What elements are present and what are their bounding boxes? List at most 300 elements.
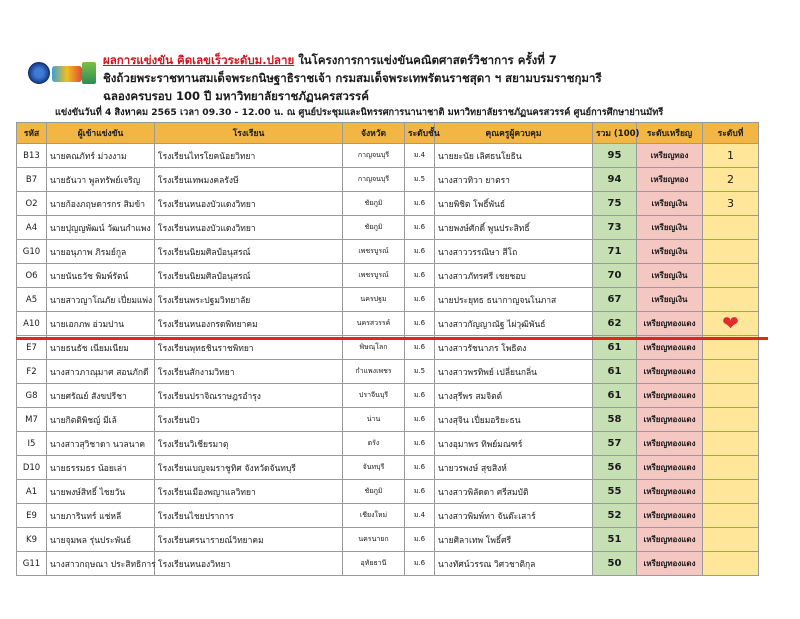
cell-teacher [435,216,593,240]
cell-name [47,192,155,216]
cell-rank-text: 2 [727,173,734,186]
cell-award [637,144,703,168]
cell-award [637,456,703,480]
cell-award-text: เหรียญทองแดง [643,391,696,400]
cell-school [155,288,343,312]
cell-school-text: โรงเรียนวิเชียรมาตุ [158,439,229,450]
cell-award-text: เหรียญทอง [650,151,689,160]
cell-name [47,168,155,192]
cell-school [155,528,343,552]
cell-score-text: 61 [607,342,622,353]
cell-score [593,192,637,216]
cell-school-text: โรงเรียนศรนารายณ์วิทยาคม [158,535,264,546]
column-header-name: ผู้เข้าแข่งขัน [47,123,155,144]
cell-name [47,216,155,240]
table-row [17,360,759,384]
cell-score [593,480,637,504]
table-row [17,384,759,408]
cell-name [47,528,155,552]
cell-score [593,240,637,264]
cell-score [593,168,637,192]
cell-province-text: กำแพงเพชร [355,367,392,375]
cell-school [155,408,343,432]
cell-school [155,456,343,480]
cell-province-text: ตรัง [367,439,380,447]
cell-name [47,432,155,456]
cell-code [17,408,47,432]
cell-level [405,360,435,384]
cell-code-text: O6 [25,270,38,281]
cell-teacher [435,312,593,336]
cell-score-text: 61 [607,366,622,377]
cell-rank [703,216,759,240]
cell-award [637,240,703,264]
column-header-teacher: คุณครูผู้ควบคุม [435,123,593,144]
table-row [17,288,759,312]
cell-province-text: อุทัยธานี [360,559,387,567]
table-row [17,480,759,504]
cell-score-text: 75 [607,198,622,209]
cell-province-text: กาญจนบุรี [357,175,390,183]
cell-code-text: E9 [26,510,37,521]
cell-province [343,456,405,480]
cell-score [593,312,637,336]
cell-score-text: 73 [607,222,622,233]
cell-province-text: เพชรบูรณ์ [358,271,389,279]
cell-award-text: เหรียญทองแดง [643,511,696,520]
cell-award [637,168,703,192]
cell-level-text: ม.5 [413,175,426,183]
cell-level-text: ม.4 [413,511,426,519]
cell-teacher-text: นายยะนัย เลิศธนโยธิน [438,151,522,162]
cell-score-text: 56 [607,462,622,473]
cell-code [17,360,47,384]
cell-code-text: O2 [25,198,38,209]
cell-teacher [435,168,593,192]
cell-level [405,168,435,192]
cell-score-text: 71 [607,246,622,257]
cell-teacher-text: นางสาวทิวา ยาตรา [438,175,510,186]
cell-level [405,216,435,240]
cell-teacher-text: นางสาวรัชนาภร โพธิตง [438,343,527,354]
cell-name-text: นางสาวภาณุมาศ สอนภักดี [50,367,149,378]
cell-name [47,384,155,408]
cell-name [47,504,155,528]
cell-level [405,456,435,480]
cell-score [593,408,637,432]
cell-code [17,288,47,312]
table-row [17,264,759,288]
cell-teacher-text: นางสาวพิลัดดา ศรีสมบัติ [438,487,529,498]
cell-school-text: โรงเรียนปัว [158,415,200,426]
cell-province-text: นครสวรรค์ [356,319,391,327]
cell-province-text: นครนายก [358,535,389,543]
cell-rank [703,408,759,432]
cell-school-text: โรงเรียนสักงามวิทยา [158,367,235,378]
cell-level [405,240,435,264]
column-header-award: ระดับเหรียญ [637,123,703,144]
cell-school-text: โรงเรียนไชยปราการ [158,511,234,522]
cell-award-text: เหรียญทองแดง [643,487,696,496]
cell-school-text: โรงเรียนหนองบัวแดงวิทยา [158,199,256,210]
cell-score [593,216,637,240]
cell-school-text: โรงเรียนปราจิณราษฎรอำรุง [158,391,261,402]
cell-province [343,360,405,384]
cell-name-text: นายนันธวัช พิมพ์รัตน์ [50,271,129,282]
cell-code [17,432,47,456]
cell-level-text: ม.6 [413,439,426,447]
cell-province [343,264,405,288]
cell-award [637,408,703,432]
cell-score-text: 55 [607,486,622,497]
cell-school-text: โรงเรียนเทพมงคลรังษี [158,175,239,186]
cell-level-text: ม.6 [413,559,426,567]
table-row [17,552,759,576]
heart-icon: ❤ [722,311,739,335]
cell-level [405,288,435,312]
column-header-code: รหัส [17,123,47,144]
cell-award [637,312,703,336]
cell-award [637,264,703,288]
cell-code [17,264,47,288]
table-row [17,408,759,432]
table-row [17,216,759,240]
cell-code [17,552,47,576]
cell-name [47,408,155,432]
cell-level [405,408,435,432]
cell-code [17,216,47,240]
cell-teacher-text: นายศิลาเทพ โพธิ์ศรี [438,535,512,546]
cell-school-text: โรงเรียนเมืองพญาแลวิทยา [158,487,256,498]
cell-school-text: โรงเรียนพระปฐมวิทยาลัย [158,295,251,306]
science-logo-icon [52,66,82,82]
cell-province [343,240,405,264]
cell-award [637,432,703,456]
cell-score [593,504,637,528]
cell-code [17,240,47,264]
cell-name [47,456,155,480]
cell-teacher [435,552,593,576]
cell-province [343,408,405,432]
column-header-score: รวม (100) [593,123,637,144]
column-header-school: โรงเรียน [155,123,343,144]
cell-code [17,168,47,192]
cell-teacher [435,528,593,552]
table-row [17,432,759,456]
cell-award [637,528,703,552]
cell-province [343,312,405,336]
cell-score [593,432,637,456]
cell-rank [703,528,759,552]
cell-school [155,216,343,240]
cell-award-text: เหรียญเงิน [651,199,688,208]
table-row [17,192,759,216]
cell-score [593,288,637,312]
cell-score [593,552,637,576]
cell-rank [703,480,759,504]
cell-award [637,552,703,576]
cell-award-text: เหรียญทองแดง [643,415,696,424]
cell-rank [703,552,759,576]
cell-award-text: เหรียญทองแดง [643,343,696,352]
cell-name-text: นายอนุภาพ ภิรมย์กูล [50,247,127,258]
cell-award [637,384,703,408]
cell-rank [703,240,759,264]
cell-name [47,144,155,168]
cell-code-text: K9 [26,534,37,545]
cell-level [405,384,435,408]
cell-province-text: เพชรบูรณ์ [358,247,389,255]
cell-school [155,312,343,336]
table-row [17,456,759,480]
cell-school [155,384,343,408]
trophy-line: ชิงถ้วยพระราชทานสมเด็จพระกนิษฐาธิราชเจ้า กรมสมเด็จพระเทพรัตนราชสุดา ฯ สยามบรมราชกุมารี [103,71,602,85]
cell-province [343,432,405,456]
cell-score [593,456,637,480]
cell-rank [703,312,759,336]
cell-province [343,384,405,408]
cell-level [405,144,435,168]
cell-code [17,504,47,528]
table-header-row [17,123,759,144]
cell-teacher-text: นางทัศน์วรรณ วิศวชาติกุล [438,559,536,570]
cell-score-text: 51 [607,534,622,545]
cell-score [593,264,637,288]
cell-teacher [435,456,593,480]
cell-province-text: เชียงใหม่ [359,511,388,519]
cell-award [637,480,703,504]
cell-teacher [435,264,593,288]
cell-school-text: โรงเรียนเบญจมราชูทิศ จังหวัดจันทบุรี [158,463,296,474]
cell-level-text: ม.6 [413,415,426,423]
table-row [17,312,759,336]
cell-award [637,216,703,240]
cell-teacher-text: นางอุมาพร ทิพย์มณฑร์ [438,439,523,450]
cell-name-text: นางสาวกฤษณา ประสิทธิการ [50,559,156,570]
table-row [17,504,759,528]
cell-province [343,192,405,216]
cell-level [405,552,435,576]
cell-name-text: นายธนธัช เนียมเนียม [50,343,129,354]
cell-name [47,240,155,264]
cell-score-text: 95 [607,150,622,161]
cell-code [17,528,47,552]
cell-level [405,480,435,504]
highlight-divider-line [16,337,768,340]
cell-school [155,480,343,504]
cell-teacher [435,144,593,168]
cell-teacher [435,240,593,264]
cell-province [343,168,405,192]
cell-rank [703,456,759,480]
cell-name [47,288,155,312]
cell-award [637,192,703,216]
cell-code-text: D10 [22,462,41,473]
cell-name [47,360,155,384]
cell-name-text: นายก้องภฤษดารกร สิมข้า [50,199,145,210]
cell-code [17,456,47,480]
cell-province-text: นครปฐม [360,295,387,303]
cell-level-text: ม.6 [413,295,426,303]
cell-teacher [435,480,593,504]
cell-level-text: ม.5 [413,367,426,375]
table-row [17,144,759,168]
cell-award-text: เหรียญเงิน [651,247,688,256]
cell-level [405,312,435,336]
cell-code-text: B7 [25,174,38,185]
cell-teacher-text: นางสุจิน เปี่ยมอริยะธน [438,415,521,426]
cell-award [637,504,703,528]
cell-score-text: 67 [607,294,622,305]
cell-level-text: ม.6 [413,463,426,471]
cell-name-text: นายพงษ์สิทธิ์ ไชยวัน [50,487,126,498]
cell-school [155,144,343,168]
cell-province [343,504,405,528]
cell-rank-text: 1 [727,149,734,162]
cell-code-text: A1 [25,486,38,497]
cell-province-text: กาญจนบุรี [357,151,390,159]
cell-score-text: 62 [607,318,622,329]
cell-code-text: A10 [23,318,40,329]
cell-rank [703,168,759,192]
cell-name-text: นางสาวสุวิชาดา นวลนาค [50,439,146,450]
cell-level [405,432,435,456]
cell-code-text: I5 [27,438,36,449]
cell-level-text: ม.4 [413,151,426,159]
cell-code-text: F2 [26,366,37,377]
cell-award [637,288,703,312]
cell-teacher [435,192,593,216]
cell-province-text: น่าน [366,415,381,423]
cell-award-text: เหรียญทองแดง [643,463,696,472]
cell-province-text: จันทบุรี [362,463,385,471]
date-venue-line: แข่งขันวันที่ 4 สิงหาคม 2565 เวลา 09.30 - 12.00 น. ณ ศูนย์ประชุมและนิทรรศการนานาชาติ มหาวิทยาลัยราชภัฏนครสวรรค์ ศูนย์การศึกษาย่านมัทรี [55,107,664,118]
cell-teacher-text: นางสาวพิมพ์ทา จันต๊ะเสาร์ [438,511,536,522]
anniversary-line: ฉลองครบรอบ 100 ปี มหาวิทยาลัยราชภัฏนครสวรรค์ [103,89,369,103]
cell-score-text: 94 [607,174,622,185]
cell-award-text: เหรียญทองแดง [643,535,696,544]
cell-teacher-text: นายประยุทธ ธนากาญจนโนภาส [438,295,557,306]
results-header [0,0,800,118]
cell-province [343,480,405,504]
cell-name [47,264,155,288]
cell-level-text: ม.6 [413,391,426,399]
cell-level-text: ม.6 [413,223,426,231]
cell-teacher [435,504,593,528]
cell-teacher [435,384,593,408]
cell-score [593,360,637,384]
cell-score-text: 61 [607,390,622,401]
cell-teacher [435,288,593,312]
cell-teacher-text: นางสาวพรทิพย์ เปลี่ยนกลิ่น [438,367,537,378]
cell-name-text: นายกิตติพิชญ์ มีเล้ [50,415,117,426]
competition-title: ผลการแข่งขัน คิดเลขเร็วระดับม.ปลาย [103,53,295,67]
cell-rank [703,384,759,408]
cell-teacher [435,408,593,432]
cell-rank [703,192,759,216]
cell-school [155,432,343,456]
cell-score [593,384,637,408]
cell-province-text: ปราจีนบุรี [358,391,389,399]
cell-code [17,144,47,168]
cell-award-text: เหรียญทอง [650,175,689,184]
cell-code-text: G10 [22,246,41,257]
table-row [17,528,759,552]
cell-award-text: เหรียญเงิน [651,295,688,304]
project-title: ในโครงการการแข่งขันคณิตศาสตร์วิชาการ ครั้งที่ 7 [294,53,557,67]
cell-award [637,360,703,384]
cell-score [593,144,637,168]
cell-name-text: นายคณภัทร์ ม่วงงาม [50,151,127,162]
cell-code-text: A4 [25,222,38,233]
cell-name [47,552,155,576]
cell-code [17,480,47,504]
cell-province [343,528,405,552]
cell-province-text: พิษณุโลก [359,343,388,351]
cell-level [405,528,435,552]
cell-award-text: เหรียญทองแดง [643,559,696,568]
cell-rank [703,360,759,384]
cell-code [17,312,47,336]
header-title-line [103,52,557,68]
cell-level-text: ม.6 [413,199,426,207]
cell-teacher-text: นางสุรีพร สมจิตต์ [438,391,503,402]
cell-level-text: ม.6 [413,343,426,351]
cell-score-text: 58 [607,414,622,425]
cell-award-text: เหรียญเงิน [651,223,688,232]
cell-level-text: ม.6 [413,271,426,279]
cell-code-text: G11 [22,558,41,569]
cell-score [593,528,637,552]
cell-score-text: 52 [607,510,622,521]
cell-award-text: เหรียญทองแดง [643,367,696,376]
cell-teacher-text: นายพิชิต โพธิ์พันธ์ [438,199,506,210]
cell-award-text: เหรียญทองแดง [643,319,696,328]
cell-school [155,552,343,576]
cell-school-text: โรงเรียนพุทธชินราชพิทยา [158,343,254,354]
cell-level [405,192,435,216]
cell-name-text: นายเอกภพ อ่วมปาน [50,319,125,330]
cell-province [343,288,405,312]
cell-rank [703,264,759,288]
cell-province [343,552,405,576]
cell-teacher [435,432,593,456]
cell-teacher-text: นางสาววรรณิษา สีโถ [438,247,518,258]
cell-award-text: เหรียญเงิน [651,271,688,280]
cell-province [343,216,405,240]
cell-rank [703,144,759,168]
cell-score-text: 57 [607,438,622,449]
cell-code-text: A5 [25,294,38,305]
cell-name-text: นายภารินทร์ แช่หลี [50,511,122,522]
cell-rank [703,288,759,312]
cell-name-text: นายสาวญาโณภัย เปี่ยมแพ่ง [50,295,153,306]
cell-school [155,192,343,216]
column-header-province: จังหวัด [343,123,405,144]
cell-level [405,504,435,528]
cell-score-text: 70 [607,270,622,281]
cell-school-text: โรงเรียนหนองวิทยา [158,559,231,570]
cell-rank-text: 3 [727,197,734,210]
cell-school-text: โรงเรียนหนองบัวแดงวิทยา [158,223,256,234]
cell-level [405,264,435,288]
cell-name [47,312,155,336]
cell-code [17,384,47,408]
cell-code-text: B13 [23,150,40,161]
cell-province-text: ชัยภูมิ [364,199,383,207]
cell-rank [703,432,759,456]
cell-province-text: ชัยภูมิ [364,223,383,231]
